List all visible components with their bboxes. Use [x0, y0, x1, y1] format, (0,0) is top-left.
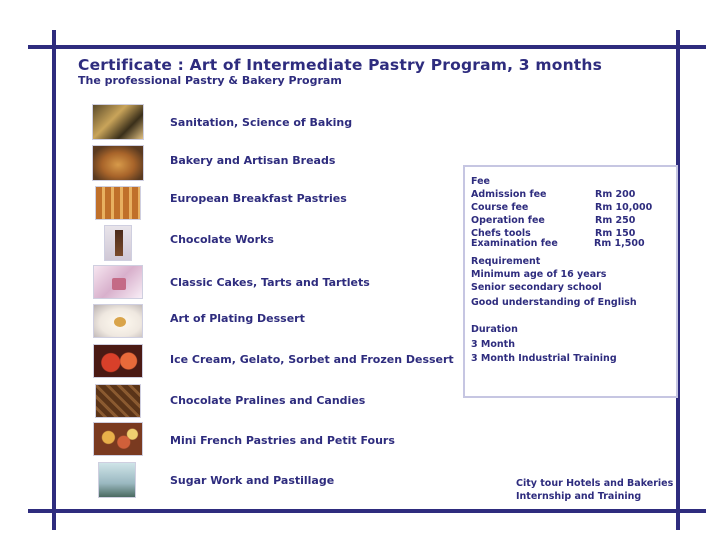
course-item: Mini French Pastries and Petit Fours — [170, 434, 395, 447]
course-item: Art of Plating Dessert — [170, 312, 305, 325]
page-title: Certificate : Art of Intermediate Pastry Program, 3 months — [78, 56, 603, 74]
chocolate-works-photo — [104, 225, 132, 261]
page-subtitle: The professional Pastry & Bakery Program — [78, 74, 342, 87]
petit-fours-photo — [93, 422, 143, 456]
fee-amount: Rm 200 — [595, 189, 636, 200]
course-item: Ice Cream, Gelato, Sorbet and Frozen Dessert — [170, 353, 454, 366]
requirement-item: Minimum age of 16 years — [471, 269, 607, 280]
fee-label: Course fee — [471, 202, 529, 213]
fee-label: Operation fee — [471, 215, 545, 226]
fee-heading: Fee — [471, 176, 490, 187]
bottom-rule — [28, 509, 706, 513]
breakfast-pastries-photo — [95, 186, 141, 220]
fee-label: Admission fee — [471, 189, 547, 200]
requirement-item: Senior secondary school — [471, 282, 602, 293]
duration-item: 3 Month Industrial Training — [471, 353, 617, 364]
plating-dessert-photo — [93, 304, 143, 338]
pralines-photo — [95, 384, 141, 418]
fee-label: Examination fee — [471, 238, 558, 249]
course-item: European Breakfast Pastries — [170, 192, 347, 205]
footer-line: Internship and Training — [516, 491, 642, 502]
course-item: Classic Cakes, Tarts and Tartlets — [170, 276, 370, 289]
requirement-item: Good understanding of English — [471, 297, 637, 308]
duration-item: 3 Month — [471, 339, 515, 350]
chocolate-sculpture-shape — [115, 230, 123, 256]
fee-amount: Rm 1,500 — [594, 238, 645, 249]
top-rule — [28, 45, 706, 49]
course-item: Chocolate Works — [170, 233, 274, 246]
requirement-heading: Requirement — [471, 256, 541, 267]
dessert-shape — [114, 317, 126, 327]
bread-photo — [92, 145, 144, 181]
fee-amount: Rm 250 — [595, 215, 636, 226]
course-item: Sugar Work and Pastillage — [170, 474, 335, 487]
footer-line: City tour Hotels and Bakeries — [516, 478, 674, 489]
sugar-work-photo — [98, 462, 136, 498]
cake-slice-shape — [112, 278, 126, 290]
fee-label: Chefs tools — [471, 228, 531, 239]
course-item: Bakery and Artisan Breads — [170, 154, 336, 167]
sanitation-photo — [92, 104, 144, 140]
left-rule — [52, 30, 56, 530]
course-item: Sanitation, Science of Baking — [170, 116, 353, 129]
fee-amount: Rm 150 — [595, 228, 636, 239]
duration-heading: Duration — [471, 324, 518, 335]
course-item: Chocolate Pralines and Candies — [170, 394, 366, 407]
classic-cakes-photo — [93, 265, 143, 299]
fee-amount: Rm 10,000 — [595, 202, 653, 213]
ice-cream-photo — [93, 344, 143, 378]
